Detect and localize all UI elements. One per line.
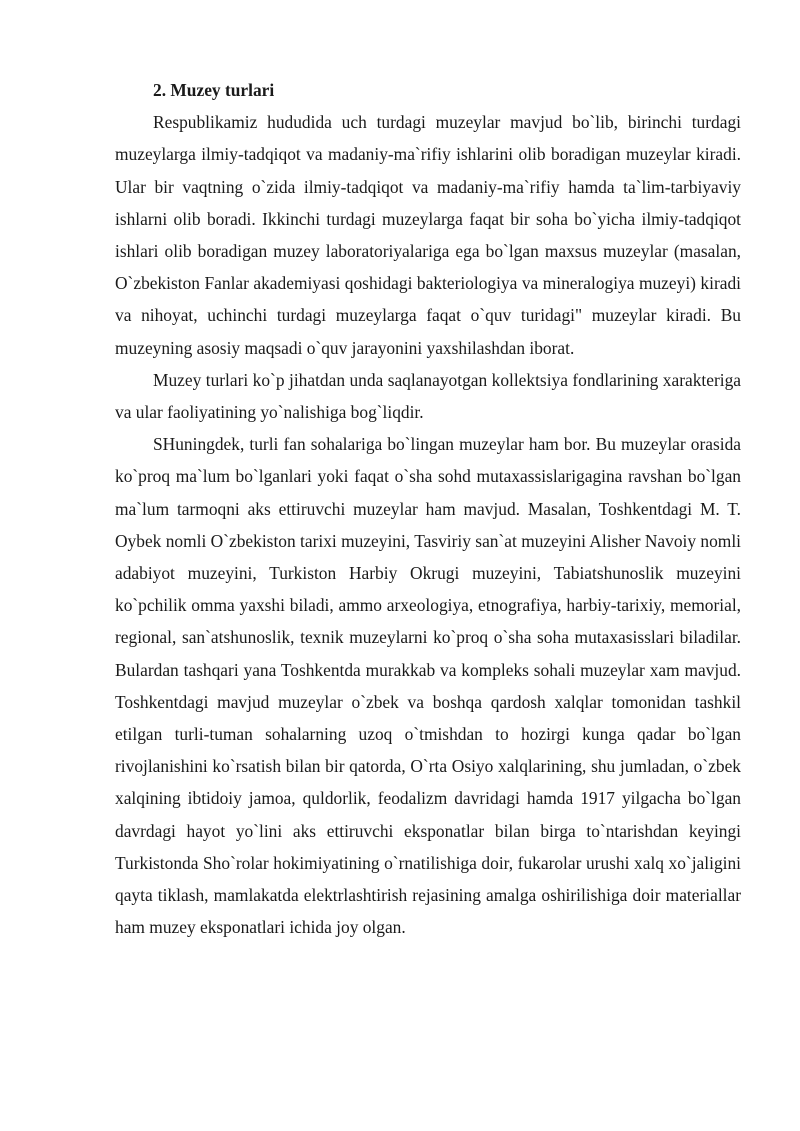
document-page xyxy=(115,74,741,943)
paragraph-museum-fields: SHuningdek, turli fan sohalariga bo`lingan muzeylar ham bor. Bu muzeylar orasida ko`proq ma`lum bo`lganlari yoki faqat o`sha sohd mutaxassislarigagina ravshan bo`lgan ma`lum tarmoqni aks ettiruvchi muzeylar ham mavjud. Masalan, Toshkentdagi M. T. Oybek nomli O`zbekiston tarixi muzeyini, Tasviriy san`at muzeyini Alisher Navoiy nomli adabiyot muzeyini, Turkiston Harbiy Okrugi muzeyini, Tabiatshunoslik muzeyini ko`pchilik omma yaxshi biladi, ammo arxeologiya, etnografiya, harbiy-tarixiy, memorial, regional, san`atshunoslik, texnik muzeylarni ko`proq o`sha soha mutaxasisslari biladilar. Bulardan tashqari yana Toshkentda murakkab va kompleks sohali muzeylar xam mavjud. Toshkentdagi mavjud muzeylar o`zbek va boshqa qardosh xalqlar tomonidan tashkil etilgan turli-tuman sohalarning uzoq o`tmishdan to hozirgi kunga qadar bo`lgan rivojlanishini ko`rsatish bilan bir qatorda, O`rta Osiyo xalqlarining, shu jumladan, o`zbek xalqining ibtidoiy jamoa, quldorlik, feodalizm davridagi hamda 1917 yilgacha bo`lgan davrdagi hayot yo`lini aks ettiruvchi eksponatlar bilan birga to`ntarishdan keyingi Turkistonda Sho`rolar hokimiyatining o`rnatilishiga doir, fukarolar urushi xalq xo`jaligini qayta tiklash, mamlakatda elektrlashtirish rejasining amalga oshirilishiga doir materiallar ham muzey eksponatlari ichida joy olgan. xyxy=(115,434,741,938)
paragraph-museum-types-collections: Muzey turlari ko`p jihatdan unda saqlanayotgan kollektsiya fondlarining xarakteriga va ular faoliyatining yo`nalishiga bog`liqdir. xyxy=(115,369,741,423)
section-heading: 2. Muzey turlari xyxy=(153,80,275,100)
paragraph-museum-types-intro: Respublikamiz hududida uch turdagi muzeylar mavjud bo`lib, birinchi turdagi muzeylarga ilmiy-tadqiqot va madaniy-ma`rifiy ishlarini olib boradigan muzeylar kiradi. Ular bir vaqtning o`zida ilmiy-tadqiqot va madaniy-ma`rifiy hamda ta`lim-tarbiyaviy ishlarni olib boradi. Ikkinchi turdagi muzeylarga faqat bir soha bo`yicha ilmiy-tadqiqot ishlari olib boradigan muzey laboratoriyalariga ega bo`lgan maxsus muzeylar (masalan, O`zbekiston Fanlar akademiyasi qoshidagi bakteriologiya va mineralogiya muzeyi) kiradi va nihoyat, uchinchi turdagi muzeylarga faqat o`quv turidagi" muzeylar kiradi. Bu muzeyning asosiy maqsadi o`quv jarayonini yaxshilashdan iborat. xyxy=(115,112,741,358)
